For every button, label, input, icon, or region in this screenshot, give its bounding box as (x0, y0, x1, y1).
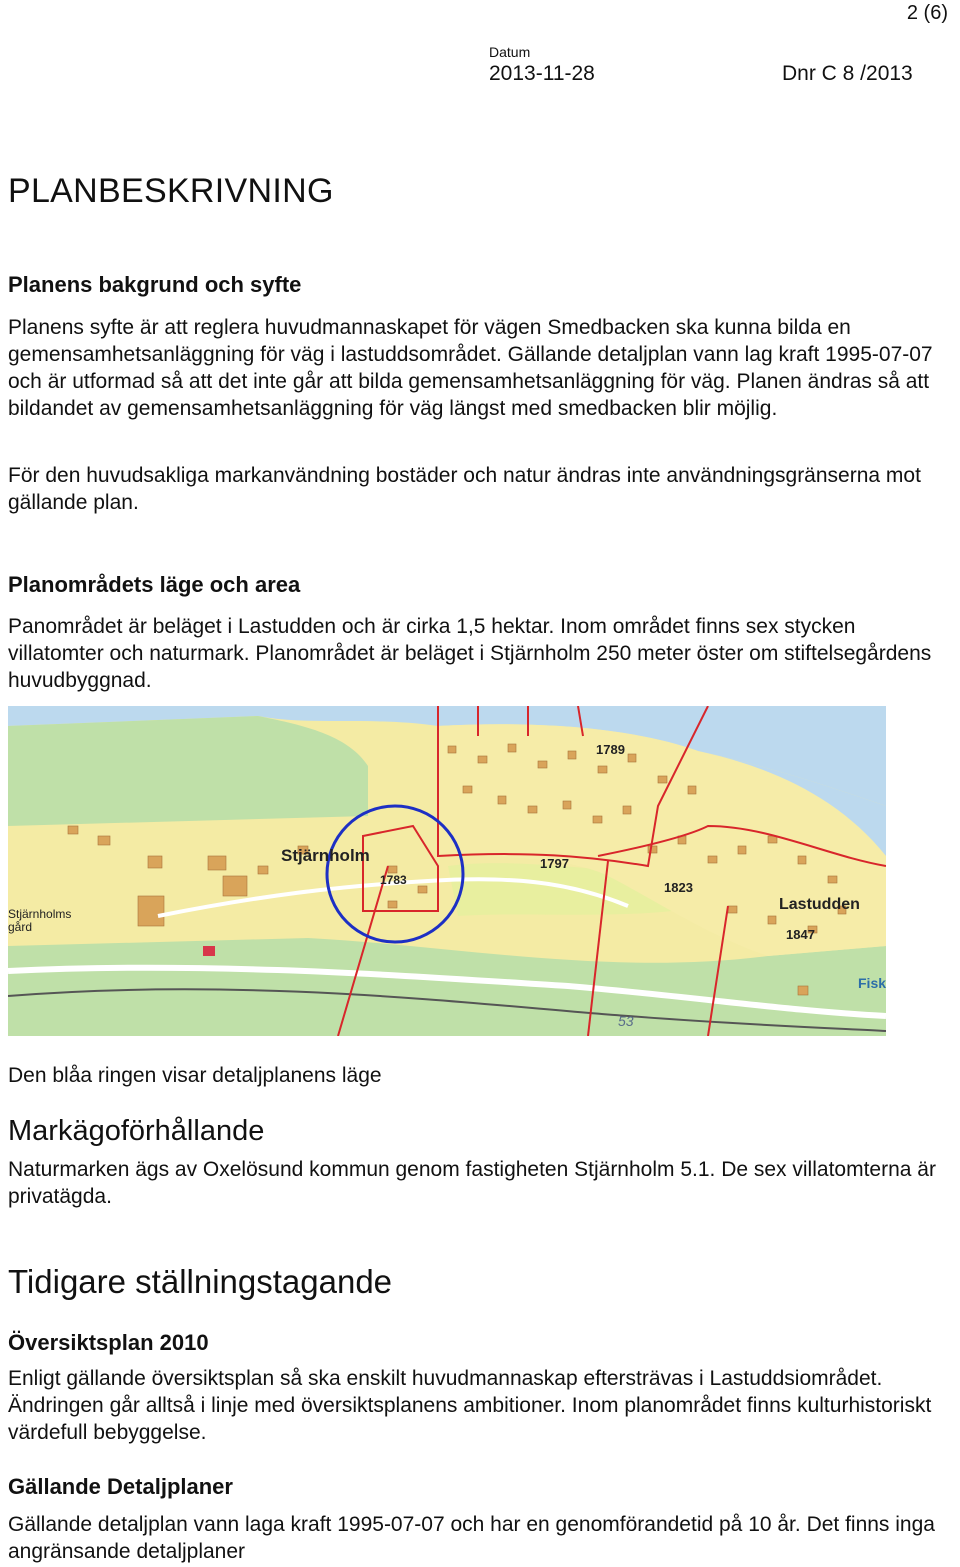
map-caption: Den blåa ringen visar detaljplanens läge (8, 1064, 382, 1087)
map-highlight-building (203, 946, 215, 956)
section-heading-tidigare: Tidigare ställningstagande (8, 1263, 393, 1300)
map-label-lastudden: Lastudden (779, 896, 860, 913)
document-reference: Dnr C 8 /2013 (782, 62, 913, 85)
paragraph-lage-1: Panområdet är beläget i Lastudden och är cirka 1,5 hektar. Inom området finns sex stycken villatomter och naturmark. Planområdet är beläget i Stjärnholm 250 meter öster om stiftelsegårdens huvudbyggnad. (8, 615, 932, 692)
map-label-1823: 1823 (664, 880, 693, 895)
map-label-fisk: Fisk (858, 975, 886, 991)
map-label-stjarnholm: Stjärnholm (281, 846, 370, 865)
paragraph-detaljplaner: Gällande detaljplan vann laga kraft 1995-07-07 och har en genomförandetid på 10 år. Det finns inga angränsande detaljplaner (8, 1513, 935, 1563)
map-label-1847: 1847 (786, 927, 815, 942)
section-heading-markagande: Markägoförhållande (8, 1115, 265, 1147)
location-map (8, 706, 886, 1036)
date-label: Datum (489, 44, 531, 60)
subheading-detaljplaner: Gällande Detaljplaner (8, 1474, 233, 1499)
page-number: 2 (6) (906, 2, 948, 24)
section-heading-lage: Planområdets läge och area (8, 572, 301, 597)
map-label-1797: 1797 (540, 856, 569, 871)
map-label-1783: 1783 (380, 873, 407, 887)
subheading-oversiktsplan: Översiktsplan 2010 (8, 1330, 209, 1355)
map-label-1789: 1789 (596, 742, 625, 757)
map-label-stjarnholms-2: gård (8, 920, 33, 934)
paragraph-oversiktsplan: Enligt gällande översiktsplan så ska enskilt huvudmannaskap eftersträvas i Lastuddsiområdet. Ändringen går alltså i linje med översiktsplanens ambitioner. Inom planområdet finns kulturhistoriskt värdefull bebyggelse. (8, 1367, 932, 1444)
map-label-stjarnholms-1: Stjärnholms (8, 907, 72, 921)
document-date: 2013-11-28 (489, 62, 595, 85)
map-forest-north (8, 716, 368, 826)
paragraph-markagande-1: Naturmarken ägs av Oxelösund kommun genom fastigheten Stjärnholm 5.1. De sex villatomterna är privatägda. (8, 1158, 936, 1208)
paragraph-bakgrund-2: För den huvudsakliga markanvändning bostäder och natur ändras inte användningsgränserna mot gällande plan. (8, 464, 921, 514)
paragraph-bakgrund-1: Planens syfte är att reglera huvudmannaskapet för vägen Smedbacken ska kunna bilda en gemensamhetsanläggning för väg i lastuddsområdet. Gällande detaljplan vann lag kraft 1995-07-07 och är utformad så att det inte går att bilda gemensamhetsanläggning för väg. Planen ändras så att bildandet av gemensamhetsanläggning för väg längst med smedbacken blir möjlig. (8, 316, 933, 420)
page-title: PLANBESKRIVNING (8, 172, 334, 210)
section-heading-bakgrund: Planens bakgrund och syfte (8, 272, 302, 297)
map-label-road-53: 53 (618, 1013, 634, 1029)
